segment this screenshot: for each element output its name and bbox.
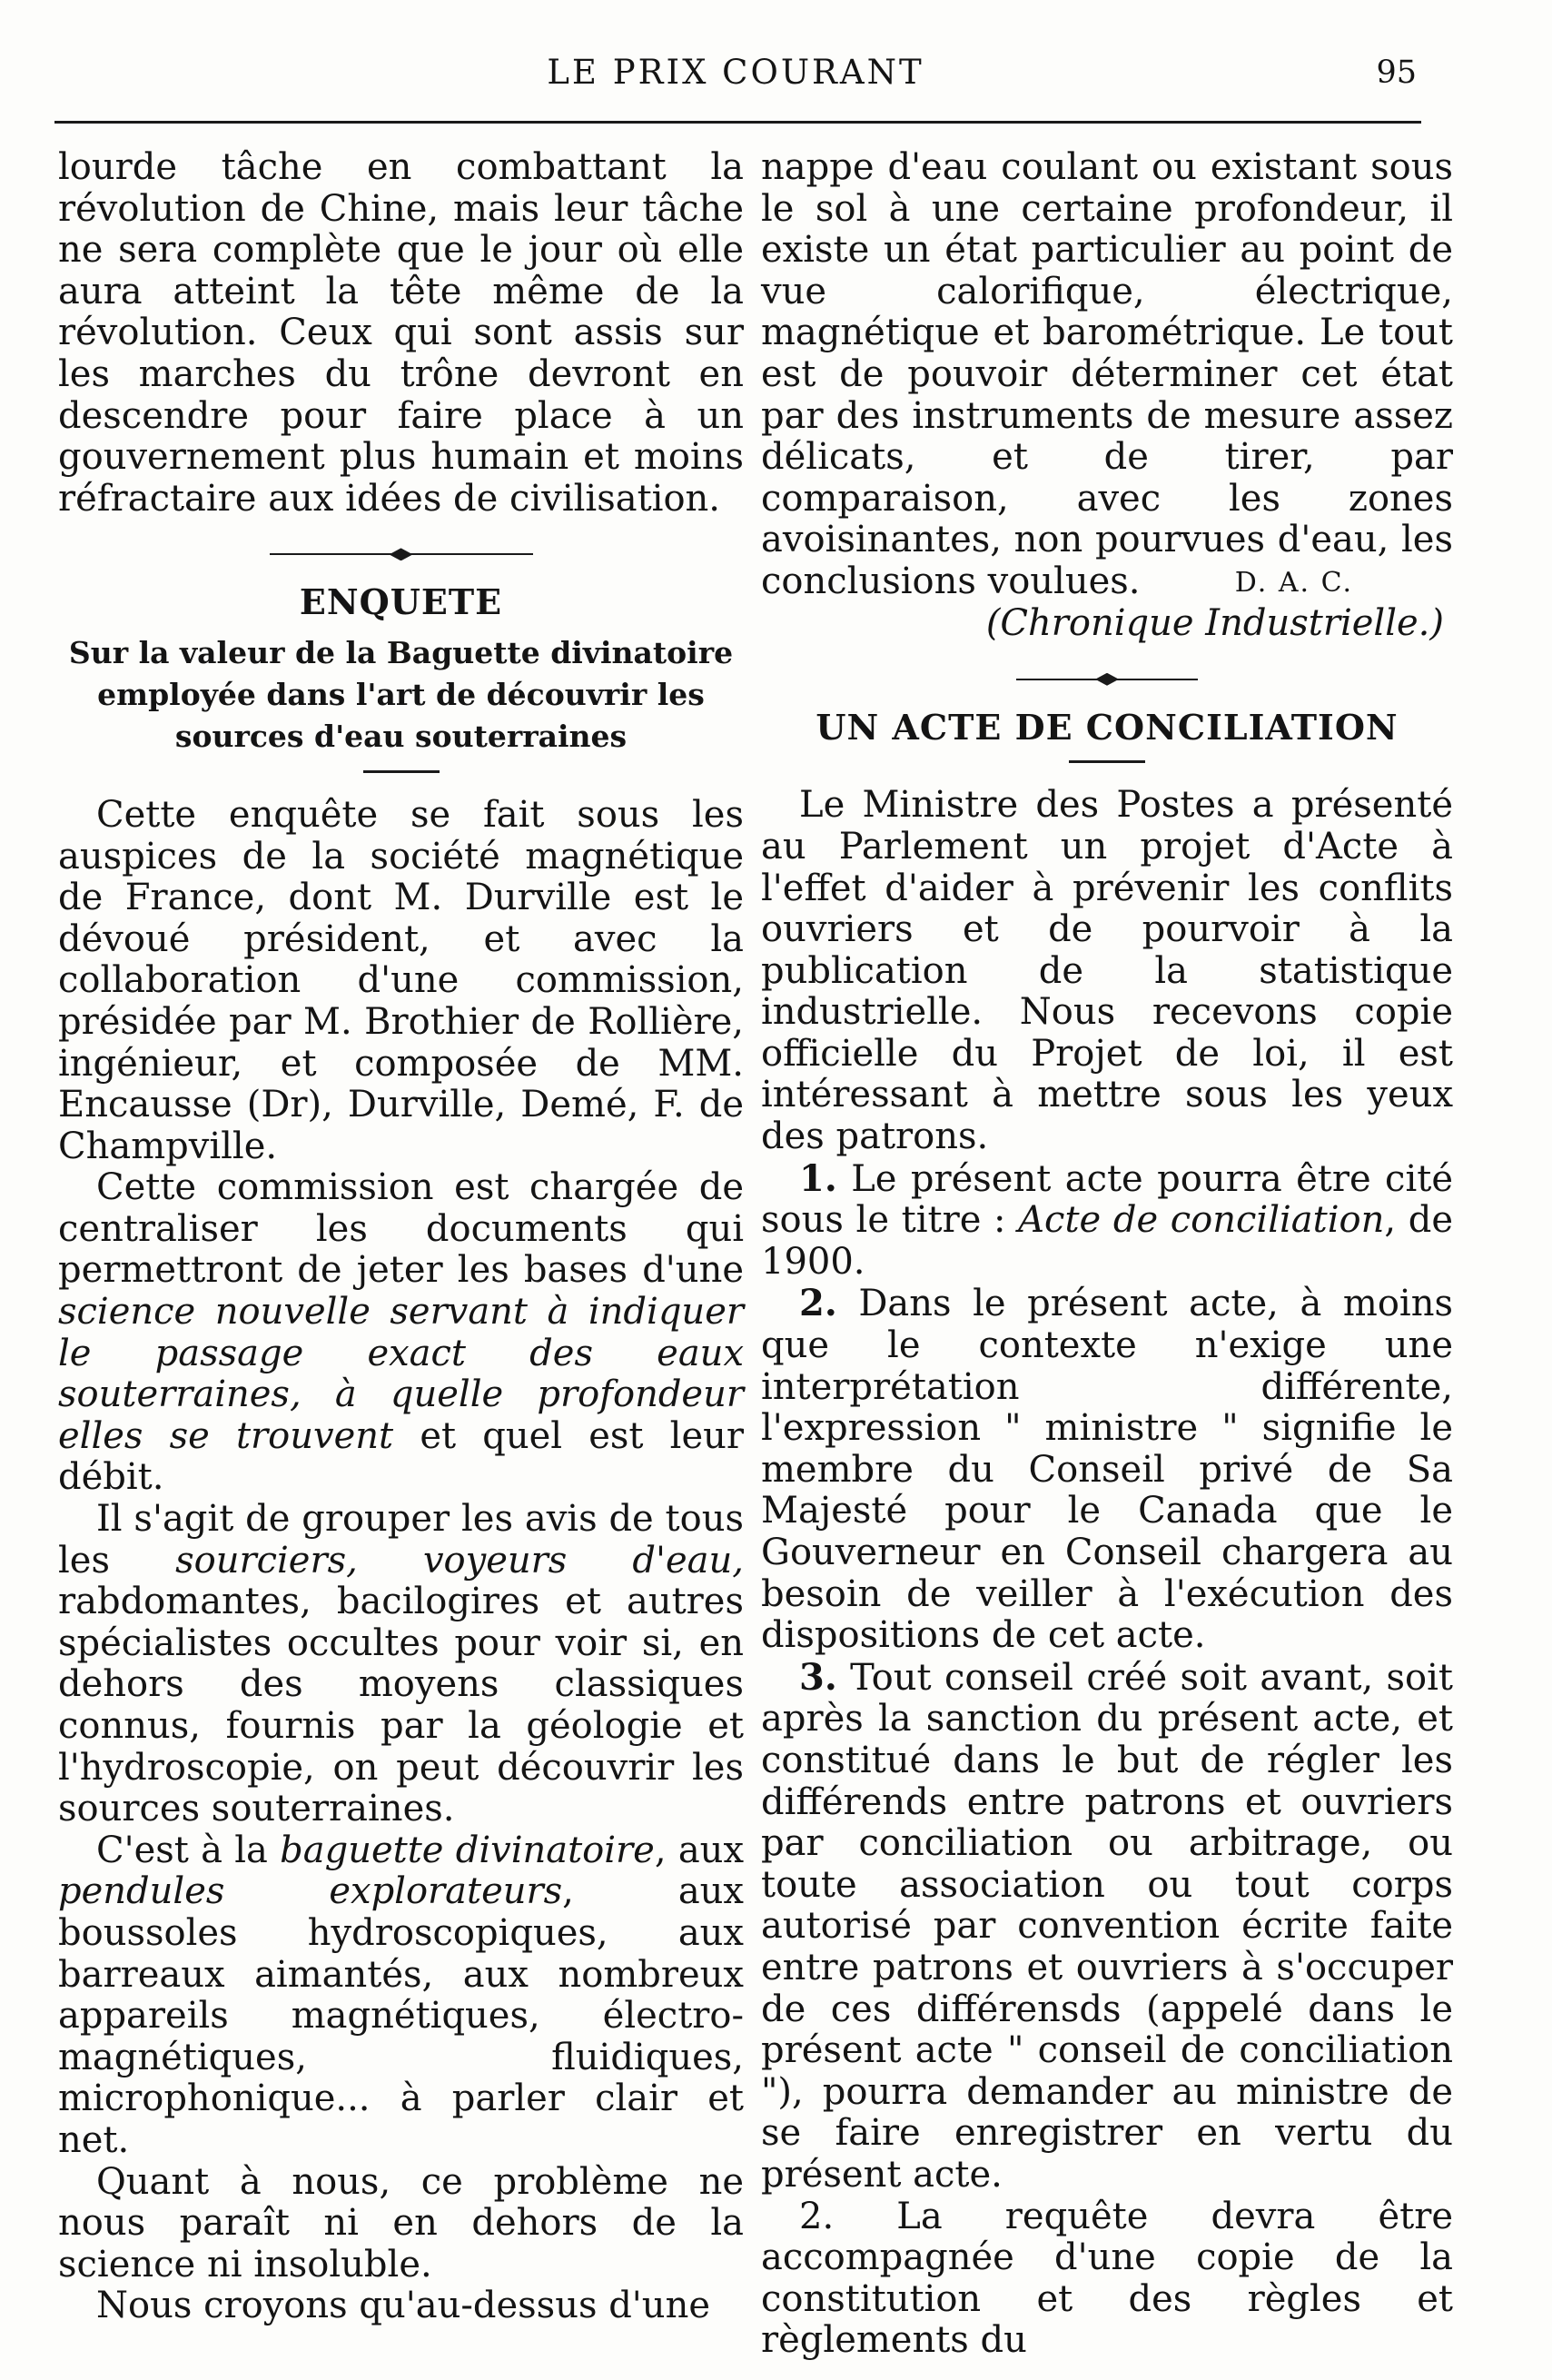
page-number: 95	[1376, 55, 1417, 91]
short-rule	[1069, 760, 1145, 763]
short-rule	[363, 770, 440, 773]
paragraph-sourciers	[58, 1499, 744, 1830]
text-span: , de 1900.	[761, 1199, 1454, 1283]
text-span: Il s'agit de grouper les avis de tous les	[58, 1498, 744, 1582]
ornament-diamond	[390, 548, 413, 560]
left-column	[58, 147, 744, 2327]
paragraph-chine: lourde tâche en combattant la révolution de Chine, mais leur tâche ne sera complète que le jour où elle aura atteint la tête même de la révolution. Ceux qui sont assis sur les marches du trône devront en descendre pour faire place à un gouvernement plus humain et moins réfractaire aux idées de civilisation.	[58, 146, 744, 520]
italic-span: baguette divinatoire	[280, 1829, 655, 1871]
text-span: C'est à la	[96, 1829, 268, 1871]
italic-span: sourciers, voyeurs d'eau,	[175, 1539, 744, 1582]
italic-span: pendules explorateurs	[58, 1870, 563, 1913]
paragraph-enquete-intro: Cette enquête se fait sous les auspices de la société magnétique de France, dont M. Durville est le dévoué président, et avec la collaboration d'une commission, présidée par M. Brothier de Rollière, ingénieur, et composée de MM. Encausse (Dr), Durville, Demé, F. de Champville.	[58, 793, 744, 1167]
article-number: 1.	[799, 1156, 837, 1200]
header-rule	[54, 121, 1421, 124]
running-title: LE PRIX COURANT	[547, 53, 924, 92]
ornament-diamond	[1095, 673, 1119, 686]
source-citation: (Chronique Industrielle.)	[985, 602, 1444, 645]
article-1	[761, 1158, 1453, 1284]
text-span: Cette commission est chargée de centraliser les documents qui permettront de jeter les bases d'une	[58, 1166, 744, 1292]
paragraph-ministre: Le Ministre des Postes a présenté au Parlement un projet d'Acte à l'effet d'aider à prévenir les conflits ouvriers et de pourvoir à la publication de la statistique industrielle. Nous recevons copie officielle du Projet de loi, il est intéressant à mettre sous les yeux des patrons.	[761, 784, 1453, 1158]
article-number: 3.	[799, 1655, 837, 1699]
text-span: Tout conseil créé soit avant, soit après la sanction du présent acte, et constitué dans le but de régler les différends entre patrons et ouvriers par conciliation ou arbitrage, ou toute association ou tout corps autorisé par convention écrite faite entre patrons et ouvriers à s'occuper de ces différensds (appelé dans le présent acte " conseil de conciliation "), pourra demander au ministre de se faire enregistrer en vertu du présent acte.	[761, 1656, 1453, 2196]
text-span: , aux	[654, 1829, 744, 1871]
article-3	[761, 1657, 1453, 2197]
text-span: , aux boussoles hydroscopiques, aux barreaux aimantés, aux nombreux appareils magnétiques, électro-magnétiques, fluidiques, microphonique... à parler clair et net.	[58, 1870, 744, 2161]
right-column	[761, 147, 1453, 2362]
article-2	[761, 1283, 1453, 1656]
author-signature: D. A. C.	[1234, 566, 1353, 599]
ornament-divider	[270, 545, 533, 563]
paragraph-nappe: nappe d'eau coulant ou existant sous le sol à une certaine profondeur, il existe un état particulier au point de vue calorifique, électrique, magnétique et barométrique. Le tout est de pouvoir déterminer cet état par des instruments de mesure assez délicats, et de tirer, par comparaison, avec les zones avoisinantes, non pourvues d'eau, les conclusions voulues.	[761, 146, 1453, 602]
paragraph-commission	[58, 1167, 744, 1499]
italic-span: science nouvelle servant à indiquer le passage exact des eaux souterraines, à quelle profondeur elles se trouvent	[58, 1291, 744, 1457]
enquete-subtitle: Sur la valeur de la Baguette divinatoire employée dans l'art de découvrir les sources d'eau souterraines	[68, 634, 734, 754]
text-span: rabdomantes, bacilogires et autres spécialistes occultes pour voir si, en dehors des moyens classiques connus, fournis par la géologie et l'hydroscopie, on peut découvrir les sources souterraines.	[58, 1581, 744, 1830]
article-3-sub-2: 2. La requête devra être accompagnée d'une copie de la constitution et des règles et règlements du	[761, 2195, 1453, 2362]
paragraph-probleme: Quant à nous, ce problème ne nous paraît ni en dehors de la science ni insoluble.	[58, 2160, 744, 2286]
enquete-title: ENQUETE	[299, 581, 503, 623]
running-header	[54, 53, 1417, 107]
paragraph-baguette	[58, 1830, 744, 2162]
paragraph-croyons: Nous croyons qu'au-dessus d'une	[96, 2285, 710, 2327]
article-number: 2.	[799, 1282, 837, 1325]
italic-span: Acte de conciliation	[1018, 1199, 1385, 1242]
conciliation-title: UN ACTE DE CONCILIATION	[816, 706, 1399, 748]
text-span: et quel est leur débit.	[58, 1414, 745, 1499]
text-span: Le présent acte pourra être cité sous le titre :	[761, 1157, 1454, 1242]
ornament-divider	[1016, 670, 1198, 689]
text-span: Dans le présent acte, à moins que le contexte n'exige une interprétation différente, l'expression " ministre " signifie le membre du Conseil privé de Sa Majesté pour le Canada que le Gouverneur en Conseil chargera au besoin de veiller à l'exécution des dispositions de cet acte.	[761, 1283, 1453, 1657]
